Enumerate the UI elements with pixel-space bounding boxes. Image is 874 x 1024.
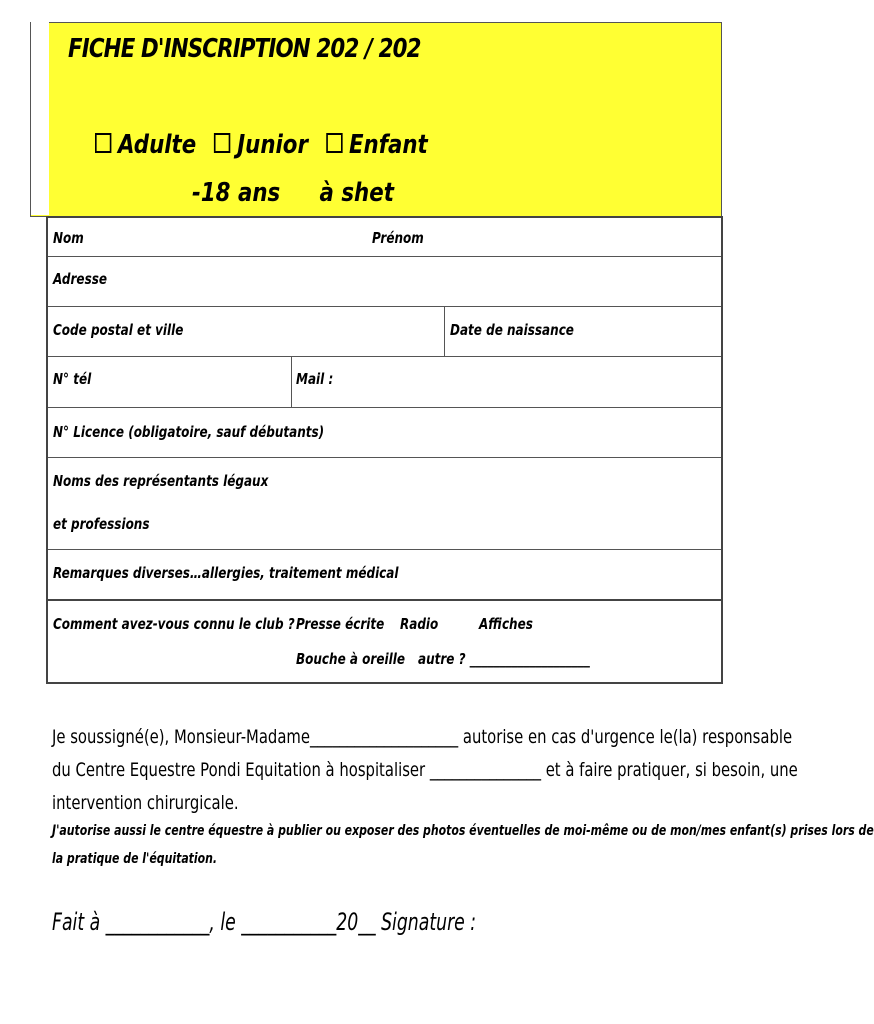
option-bouche[interactable]: Bouche à oreille xyxy=(296,650,405,668)
category-enfant-label: Enfant xyxy=(348,130,428,160)
category-enfant[interactable] xyxy=(326,130,428,160)
divider xyxy=(444,306,445,356)
option-presse[interactable]: Presse écrite xyxy=(296,615,385,633)
category-junior-label: Junior xyxy=(237,130,308,160)
connu-label: Comment avez-vous connu le club ? xyxy=(53,615,295,633)
representants-label: Noms des représentants légaux xyxy=(53,472,269,490)
photo-consent-line-1: J'autorise aussi le centre équestre à publier ou exposer des photos éventuelles de moi-même ou de mon/mes enfant(s) prises lors de xyxy=(52,823,874,839)
registration-form xyxy=(46,216,723,684)
row-adresse xyxy=(48,256,721,307)
row-connu xyxy=(48,599,721,684)
row-representants xyxy=(48,457,721,550)
category-checkboxes xyxy=(95,130,446,160)
divider xyxy=(291,356,292,407)
row-code-postal xyxy=(48,306,721,357)
checkbox-icon[interactable] xyxy=(214,133,230,153)
consent-line-1: Je soussigné(e), Monsieur-Madame____________________ autorise en cas d'urgence le(la) responsable xyxy=(52,726,793,748)
signature-line: Fait à ____________, le ___________20__ Signature : xyxy=(52,908,477,936)
tel-label: N° tél xyxy=(53,370,92,388)
checkbox-icon[interactable] xyxy=(326,133,342,153)
mail-label: Mail : xyxy=(296,370,334,388)
age-right: à shet xyxy=(319,178,394,208)
licence-label: N° Licence (obligatoire, sauf débutants) xyxy=(53,423,325,441)
header-left-margin xyxy=(30,22,49,215)
consent-line-2: du Centre Equestre Pondi Equitation à hospitaliser _______________ et à faire pratiquer, si besoin, une xyxy=(52,759,798,781)
remarques-label: Remarques diverses…allergies, traitement médical xyxy=(53,564,399,582)
consent-line-3: intervention chirurgicale. xyxy=(52,792,239,814)
row-nom xyxy=(48,218,721,257)
prenom-label: Prénom xyxy=(372,229,424,247)
age-left: -18 ans xyxy=(192,178,281,208)
checkbox-icon[interactable] xyxy=(95,133,111,153)
option-radio[interactable]: Radio xyxy=(400,615,439,633)
code-postal-label: Code postal et ville xyxy=(53,321,184,339)
date-naissance-label: Date de naissance xyxy=(450,321,574,339)
form-title: FICHE D'INSCRIPTION 202 / 202 xyxy=(68,34,421,64)
nom-label: Nom xyxy=(53,229,84,247)
age-notes xyxy=(192,178,394,208)
category-adulte-label: Adulte xyxy=(117,130,197,160)
row-tel xyxy=(48,356,721,408)
professions-label: et professions xyxy=(53,515,150,533)
row-remarques xyxy=(48,549,721,601)
option-affiches[interactable]: Affiches xyxy=(479,615,533,633)
category-adulte[interactable] xyxy=(95,130,196,160)
adresse-label: Adresse xyxy=(53,270,107,288)
option-autre[interactable]: autre ? ____________________ xyxy=(418,650,590,668)
row-licence xyxy=(48,407,721,458)
photo-consent-line-2: la pratique de l'équitation. xyxy=(52,851,218,867)
category-junior[interactable] xyxy=(214,130,308,160)
